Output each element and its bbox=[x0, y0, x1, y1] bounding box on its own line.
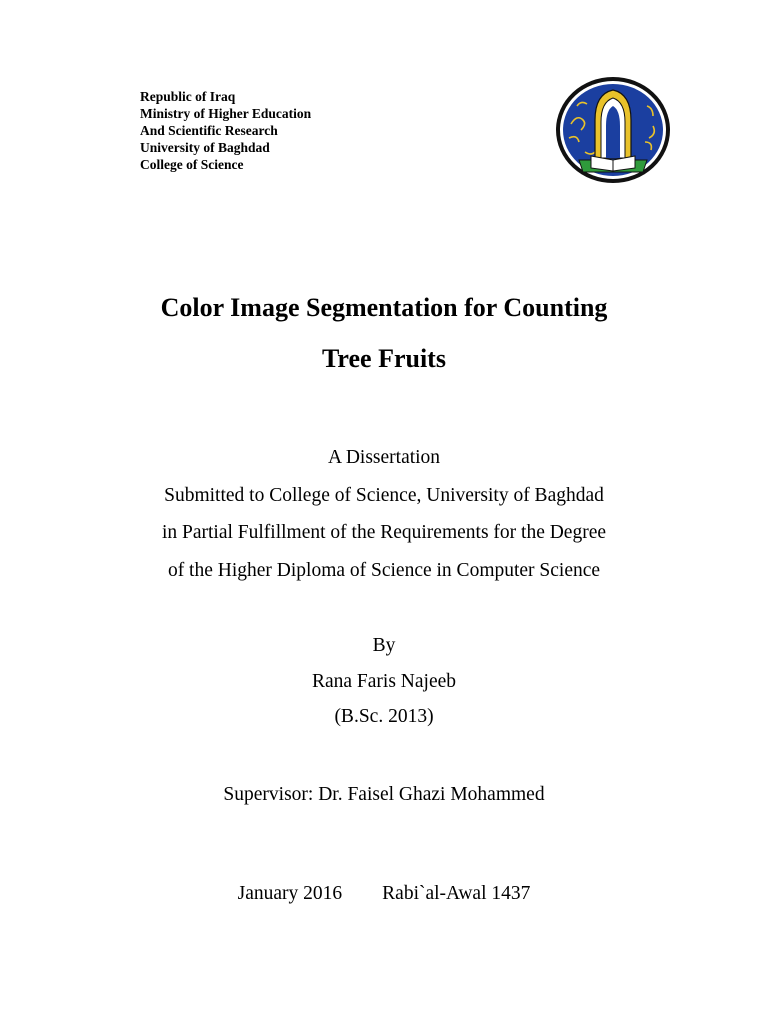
author-name: Rana Faris Najeeb bbox=[311, 670, 457, 692]
header-line-country: Republic of Iraq bbox=[140, 89, 236, 104]
university-seal-icon bbox=[555, 76, 671, 184]
description-line-3: in Partial Fulfillment of the Requirements for the Degree bbox=[161, 522, 607, 543]
seal-gate-opening bbox=[606, 106, 620, 158]
author-by-label: By bbox=[372, 635, 396, 656]
date-hijri: Rabi`al-Awal 1437 bbox=[382, 883, 531, 904]
supervisor-line: Supervisor: Dr. Faisel Ghazi Mohammed bbox=[223, 784, 545, 805]
thesis-title bbox=[0, 282, 768, 384]
description-line-1: A Dissertation bbox=[327, 447, 441, 468]
header-line-university: University of Baghdad bbox=[140, 140, 270, 155]
header-line-research: And Scientific Research bbox=[140, 123, 278, 138]
submission-date bbox=[0, 879, 768, 909]
institution-header bbox=[140, 88, 311, 173]
title-line-2: Tree Fruits bbox=[322, 344, 446, 373]
description-line-2: Submitted to College of Science, University of Baghdad bbox=[164, 484, 604, 506]
seal-graphic bbox=[555, 76, 671, 184]
author-degree: (B.Sc. 2013) bbox=[334, 706, 434, 727]
header-line-college: College of Science bbox=[140, 157, 244, 172]
description-line-4: of the Higher Diploma of Science in Computer Science bbox=[167, 559, 601, 581]
header-line-ministry: Ministry of Higher Education bbox=[140, 106, 312, 121]
author-block bbox=[0, 628, 768, 735]
date-gregorian: January 2016 bbox=[237, 883, 343, 904]
title-line-1: Color Image Segmentation for Counting bbox=[160, 293, 608, 322]
dissertation-description bbox=[0, 439, 768, 589]
